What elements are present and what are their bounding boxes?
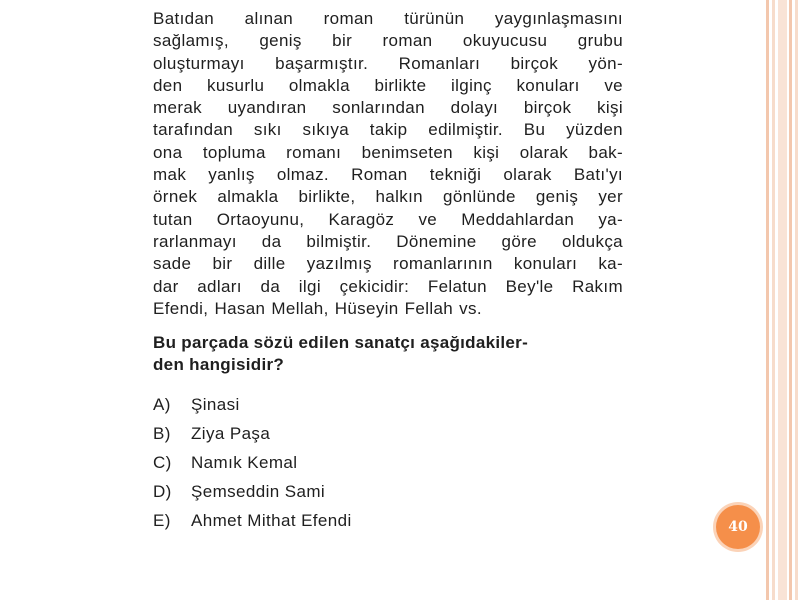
question-content bbox=[153, 8, 623, 551]
option-letter: D) bbox=[153, 482, 172, 502]
option-text: Şemseddin Sami bbox=[191, 482, 326, 502]
answer-options bbox=[153, 390, 623, 535]
option-text: Şinasi bbox=[191, 395, 240, 415]
option-text: Ziya Paşa bbox=[191, 424, 271, 444]
passage-line: den kusurlu olmakla birlikte ilginç konuları ve bbox=[153, 75, 623, 95]
passage-line: dar adları da ilgi çekicidir: Felatun Bey'le Rakım bbox=[153, 276, 623, 296]
passage-line: merak uyandıran sonlarından dolayı birçok kişi bbox=[153, 98, 623, 118]
passage-line: sade bir dille yazılmış romanlarının konuları ka- bbox=[153, 254, 623, 274]
passage-line: tutan Ortaoyunu, Karagöz ve Meddahlardan ya- bbox=[153, 209, 623, 229]
passage-line: mak yanlış olmaz. Roman tekniği olarak Batı'yı bbox=[153, 165, 623, 185]
option-letter: B) bbox=[153, 424, 171, 444]
passage-text bbox=[153, 8, 623, 320]
passage-line: ona topluma romanı benimseten kişi olarak bak- bbox=[153, 142, 623, 162]
answer-option-e[interactable] bbox=[153, 506, 623, 535]
decorative-side-stripes bbox=[760, 0, 800, 600]
option-text: Namık Kemal bbox=[191, 453, 298, 473]
question-line: den hangisidir? bbox=[153, 355, 285, 375]
option-letter: E) bbox=[153, 511, 171, 531]
passage-line: oluşturmayı başarmıştır. Romanları birçok yön- bbox=[153, 53, 623, 73]
answer-option-a[interactable] bbox=[153, 390, 623, 419]
page-number-badge: 40 bbox=[716, 505, 760, 549]
passage-line: Efendi, Hasan Mellah, Hüseyin Fellah vs. bbox=[153, 298, 482, 318]
answer-option-b[interactable] bbox=[153, 419, 623, 448]
passage-line: Batıdan alınan roman türünün yaygınlaşmasını bbox=[153, 9, 623, 28]
passage-line: tarafından sıkı sıkıya takip edilmiştir. Bu yüzden bbox=[153, 120, 623, 140]
option-letter: A) bbox=[153, 395, 171, 415]
passage-line: sağlamış, geniş bir roman okuyucusu grubu bbox=[153, 31, 623, 51]
answer-option-d[interactable] bbox=[153, 477, 623, 506]
question-line: Bu parçada sözü edilen sanatçı aşağıdakiler- bbox=[153, 333, 529, 353]
option-letter: C) bbox=[153, 453, 172, 473]
answer-option-c[interactable] bbox=[153, 448, 623, 477]
passage-line: örnek almakla birlikte, halkın gönlünde geniş yer bbox=[153, 187, 623, 207]
option-text: Ahmet Mithat Efendi bbox=[191, 511, 352, 531]
question-prompt bbox=[153, 332, 623, 376]
passage-line: rarlanmayı da bilmiştir. Dönemine göre oldukça bbox=[153, 231, 623, 251]
